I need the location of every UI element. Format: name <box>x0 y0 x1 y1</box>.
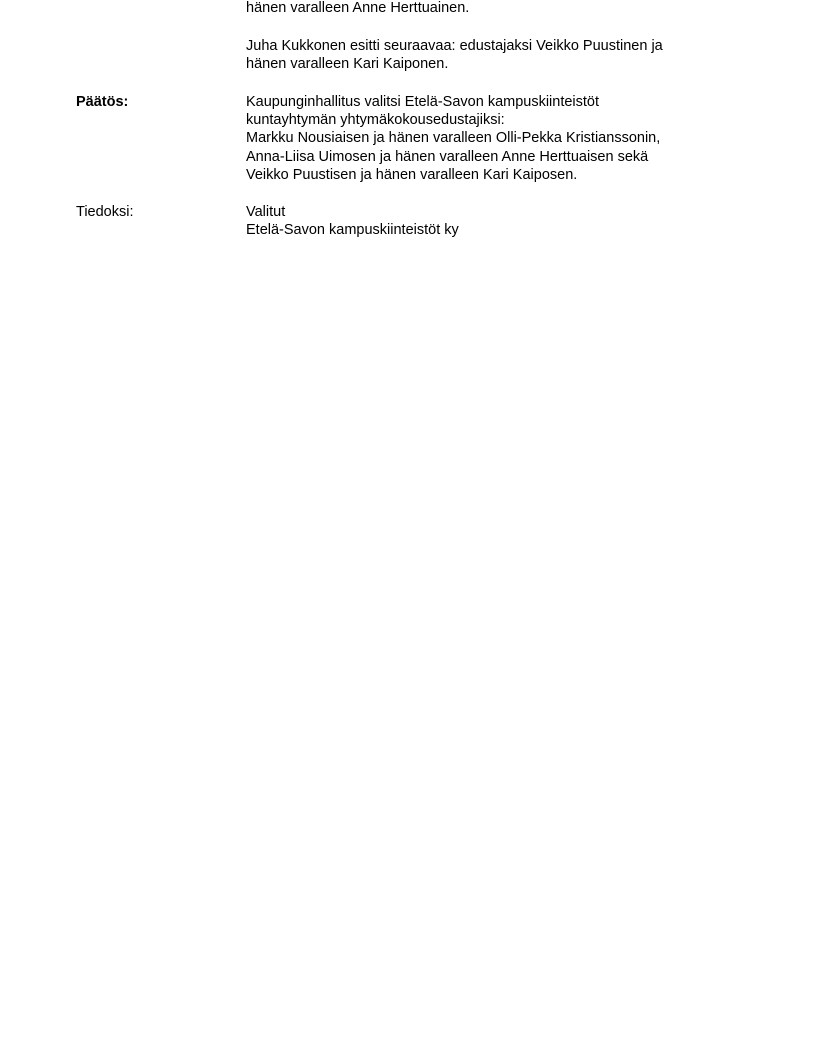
text-line: Valitut <box>246 204 286 220</box>
info-label: Tiedoksi: <box>76 204 134 220</box>
text-line: kuntayhtymän yhtymäkokousedustajiksi: <box>246 112 505 129</box>
intro-paragraph-1-text <box>246 0 726 17</box>
text-line: Veikko Puustisen ja hänen varalleen Kari Kaiposen. <box>246 166 578 183</box>
text-line: Anna-Liisa Uimosen ja hänen varalleen Anne Herttuaisen sekä <box>246 148 649 165</box>
text-line: hänen varalleen Anne Herttuainen. <box>246 0 470 16</box>
text-line: hänen varalleen Kari Kaiponen. <box>246 56 449 73</box>
text-line: Juha Kukkonen esitti seuraavaa: edustajaksi Veikko Puustinen ja <box>246 38 663 54</box>
intro-paragraph-2-text <box>246 37 726 73</box>
decision-label: Päätös: <box>76 94 129 110</box>
decision-text <box>246 93 726 184</box>
info-text <box>246 203 726 239</box>
text-line: Kaupunginhallitus valitsi Etelä-Savon kampuskiinteistöt <box>246 94 600 110</box>
text-line: Markku Nousiaisen ja hänen varalleen Olli-Pekka Kristianssonin, <box>246 130 661 147</box>
text-line: Etelä-Savon kampuskiinteistöt ky <box>246 222 459 239</box>
